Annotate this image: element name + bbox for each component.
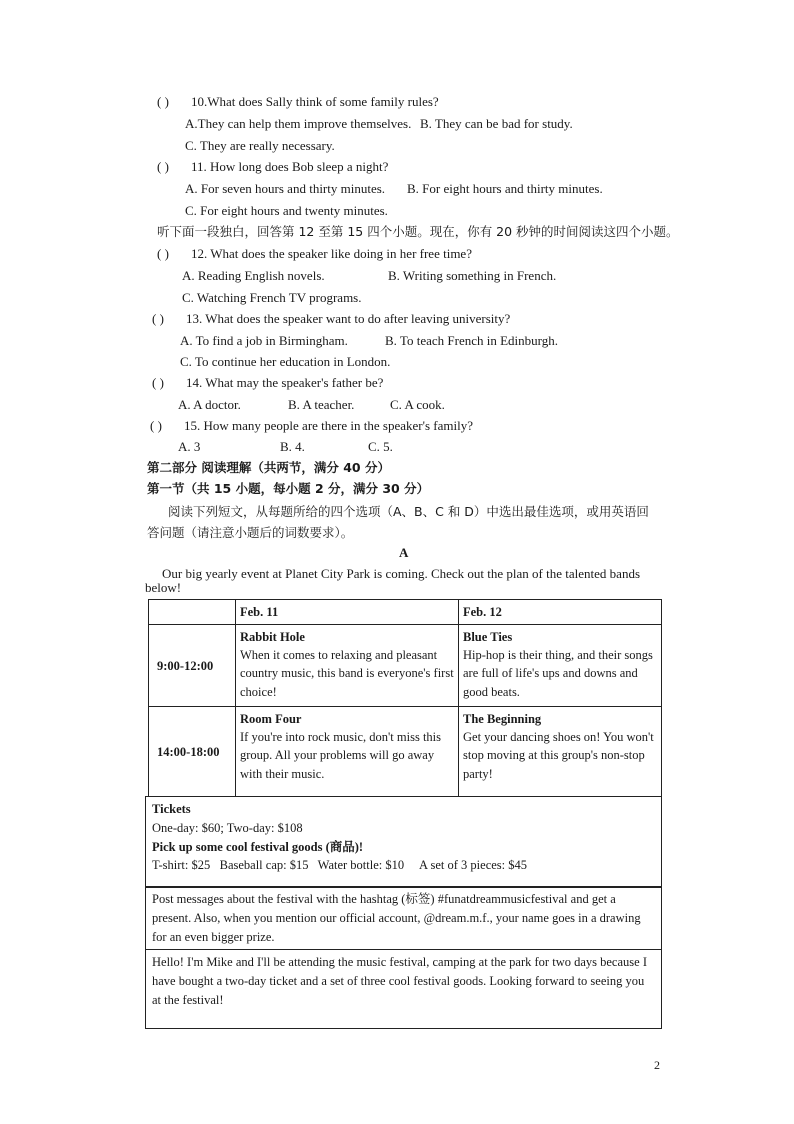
question-stem: 11. How long does Bob sleep a night? (191, 159, 389, 174)
passage-letter: A (399, 545, 409, 560)
question-11 (157, 159, 388, 175)
schedule-table (148, 599, 662, 797)
goods-heading: Pick up some cool festival goods (商品)! (152, 839, 364, 854)
option-b: B. Writing something in French. (388, 268, 557, 283)
tshirt-price: T-shirt: $25 (152, 858, 211, 873)
option-b: B. A teacher. (288, 397, 355, 412)
reading-instruction-cont: 答问题（请注意小题后的词数要求）。 (147, 525, 354, 540)
empty-corner-cell (149, 600, 236, 625)
option-a: A. To find a job in Birmingham. (180, 333, 348, 348)
band-description: If you're into rock music, don't miss this group. All your problems will go away with their music. (240, 730, 442, 781)
post-message-box (145, 886, 662, 950)
option-b: B. For eight hours and thirty minutes. (407, 181, 603, 196)
band-cell (236, 625, 459, 707)
ticket-prices: One-day: $60; Two-day: $108 (152, 820, 303, 835)
answer-paren: ( ) (152, 311, 164, 326)
band-description: When it comes to relaxing and pleasant country music, this band is everyone's first choice! (240, 648, 454, 699)
option-b: B. They can be bad for study. (420, 116, 573, 131)
mike-message-box (145, 949, 662, 1029)
post-message-text: Post messages about the festival with the hashtag (标签) #funatdreammusicfestival and get a present. Also, when you mention our official account, @dream.m.f., your name goes in a drawing for an even bigger prize. (152, 892, 641, 944)
band-name: The Beginning (463, 712, 542, 727)
question-12 (157, 246, 472, 262)
band-name: Blue Ties (463, 630, 513, 645)
option-c: C. 5. (368, 439, 393, 454)
goods-prices (152, 856, 655, 875)
option-b: B. To teach French in Edinburgh. (385, 333, 558, 348)
question-stem: 15. How many people are there in the speaker's family? (184, 418, 473, 433)
band-description: Hip-hop is their thing, and their songs are full of life's ups and downs and good beats. (463, 648, 653, 699)
monologue-instruction: 听下面一段独白，回答第 12 至第 15 四个小题。现在，你有 20 秒钟的时间阅读这四个小题。 (157, 224, 679, 239)
band-name: Rabbit Hole (240, 630, 305, 645)
band-description: Get your dancing shoes on! You won't stop moving at this group's non-stop party! (463, 730, 654, 781)
option-c: C. For eight hours and twenty minutes. (185, 203, 388, 218)
day-1-header: Feb. 11 (236, 600, 459, 625)
band-name: Room Four (240, 712, 302, 727)
schedule-header-row (149, 600, 662, 625)
band-cell (459, 707, 662, 797)
schedule-row-morning (149, 625, 662, 707)
time-slot: 14:00-18:00 (149, 707, 236, 797)
answer-paren: ( ) (157, 159, 169, 174)
day-2-header: Feb. 12 (459, 600, 662, 625)
question-stem: 10.What does Sally think of some family rules? (191, 94, 439, 109)
question-10 (157, 94, 439, 110)
answer-paren: ( ) (150, 418, 162, 433)
option-c: C. A cook. (390, 397, 445, 412)
mike-message-text: Hello! I'm Mike and I'll be attending the music festival, camping at the park for two days because I have bought a two-day ticket and a set of three cool festival goods. Looking forward to seeing you at the festival! (152, 955, 647, 1007)
passage-intro-cont: below! (145, 580, 182, 595)
bottle-price: Water bottle: $10 (317, 858, 405, 873)
option-c: C. Watching French TV programs. (182, 290, 362, 305)
question-stem: 12. What does the speaker like doing in her free time? (191, 246, 472, 261)
tickets-box (145, 796, 662, 888)
reading-instruction: 阅读下列短文，从每题所给的四个选项（A、B、C 和 D）中选出最佳选项，或用英语回 (168, 504, 649, 519)
answer-paren: ( ) (157, 94, 169, 109)
set-price: A set of 3 pieces: $45 (419, 858, 528, 873)
answer-paren: ( ) (152, 375, 164, 390)
option-a: A.They can help them improve themselves. (185, 116, 412, 131)
tickets-heading: Tickets (152, 802, 191, 816)
option-c: C. To continue her education in London. (180, 354, 391, 369)
page-number: 2 (654, 1058, 660, 1072)
part-2-title: 第二部分 阅读理解（共两节，满分 40 分） (147, 460, 390, 475)
option-a: A. A doctor. (178, 397, 241, 412)
band-cell (236, 707, 459, 797)
option-a: A. For seven hours and thirty minutes. (185, 181, 386, 196)
question-stem: 14. What may the speaker's father be? (186, 375, 384, 390)
option-a: A. 3 (178, 439, 201, 454)
schedule-row-afternoon (149, 707, 662, 797)
question-stem: 13. What does the speaker want to do after leaving university? (186, 311, 511, 326)
option-b: B. 4. (280, 439, 305, 454)
question-14 (152, 375, 383, 391)
question-15 (150, 418, 473, 434)
time-slot: 9:00-12:00 (149, 625, 236, 707)
passage-intro: Our big yearly event at Planet City Park is coming. Check out the plan of the talented bands (162, 566, 640, 581)
option-a: A. Reading English novels. (182, 268, 325, 283)
answer-paren: ( ) (157, 246, 169, 261)
question-13 (152, 311, 510, 327)
section-1-title: 第一节（共 15 小题，每小题 2 分，满分 30 分） (147, 481, 430, 496)
cap-price: Baseball cap: $15 (219, 858, 309, 873)
band-cell (459, 625, 662, 707)
option-c: C. They are really necessary. (185, 138, 335, 153)
